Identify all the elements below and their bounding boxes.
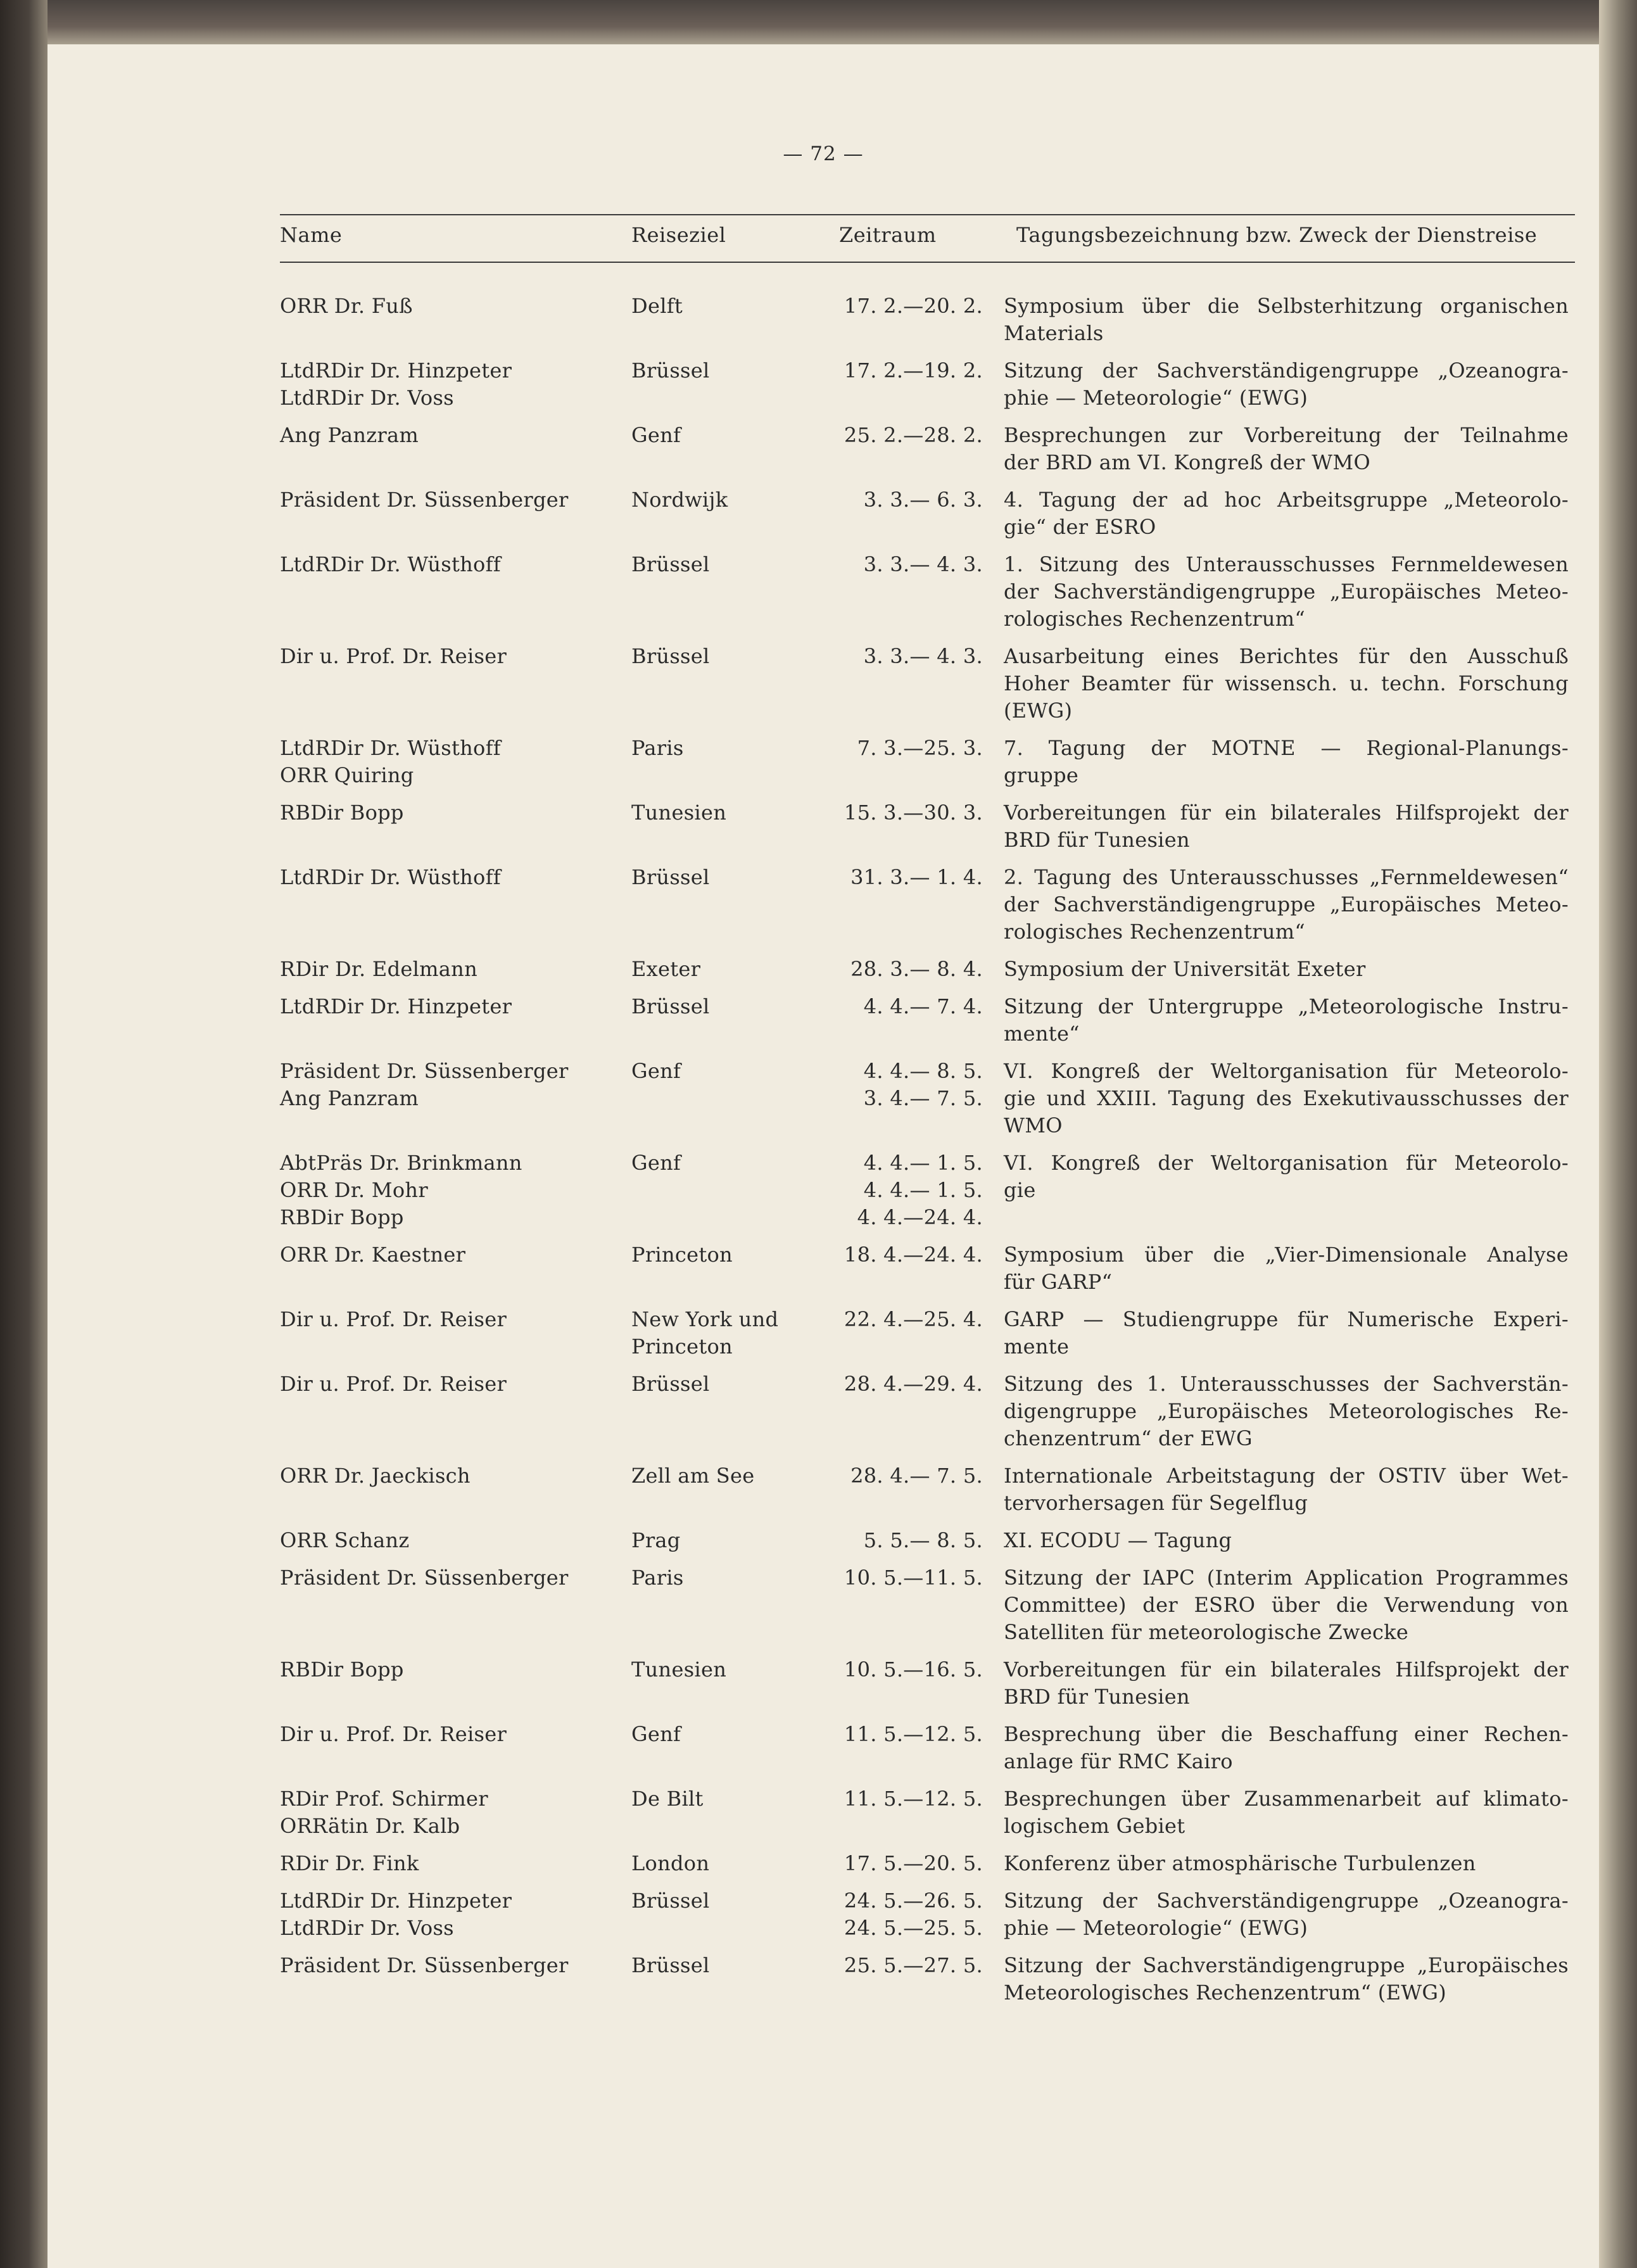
cell-purpose-line: gie“ der ESRO: [1004, 515, 1156, 539]
cell-name-line: Präsident Dr. Süssenberger: [280, 1953, 569, 1977]
cell-period-line: 24. 5.—25. 5.: [844, 1916, 983, 1940]
cell-purpose-line: VI. Kongreß der Weltorganisation für Meteorolo-: [1004, 1059, 1569, 1083]
cell-name-line: ORR Dr. Fuß: [280, 294, 413, 318]
cell-purpose: [1004, 1150, 1569, 1204]
cell-purpose-line: VI. Kongreß der Weltorganisation für Meteorolo-: [1004, 1151, 1569, 1175]
cell-purpose-line: Materials: [1004, 321, 1104, 345]
cell-period-line: 5. 5.— 8. 5.: [863, 1528, 983, 1552]
cell-period: [821, 993, 983, 1020]
cell-purpose-line: Besprechung über die Beschaffung einer Rechen-: [1004, 1722, 1569, 1746]
cell-period: [821, 643, 983, 670]
cell-name: [280, 1150, 631, 1231]
table-row: [280, 1952, 1575, 2006]
cell-period-line: 24. 5.—26. 5.: [844, 1889, 983, 1913]
cell-period: [821, 1371, 983, 1398]
cell-period-line: 17. 2.—20. 2.: [844, 294, 983, 318]
cell-destination: [631, 1527, 821, 1554]
table-row: [280, 864, 1575, 946]
cell-destination-line: Genf: [631, 1722, 681, 1746]
cell-period: [821, 956, 983, 983]
cell-name: [280, 643, 631, 670]
table-row: [280, 1241, 1575, 1296]
cell-destination-line: New York und: [631, 1307, 779, 1331]
cell-name-line: Dir u. Prof. Dr. Reiser: [280, 1372, 507, 1396]
cell-destination: [631, 993, 821, 1020]
scan-border-left: [0, 0, 47, 2268]
cell-name-line: RDir Prof. Schirmer: [280, 1787, 488, 1811]
cell-name-line: ORR Quiring: [280, 763, 414, 787]
cell-name-line: LtdRDir Dr. Hinzpeter: [280, 994, 512, 1018]
cell-period-line: 28. 4.— 7. 5.: [850, 1464, 983, 1488]
cell-name: [280, 735, 631, 789]
cell-name-line: Ang Panzram: [280, 423, 419, 447]
cell-purpose: [1004, 1721, 1569, 1775]
cell-purpose-line: Internationale Arbeitstagung der OSTIV über Wet-: [1004, 1464, 1569, 1488]
cell-destination-line: Paris: [631, 736, 684, 760]
cell-purpose-line: rologisches Rechenzentrum“: [1004, 920, 1306, 944]
cell-destination: [631, 1721, 821, 1748]
cell-name: [280, 422, 631, 449]
cell-period: [821, 357, 983, 384]
cell-purpose: [1004, 1462, 1569, 1517]
table-row: [280, 551, 1575, 633]
cell-name-line: RDir Dr. Fink: [280, 1851, 419, 1875]
cell-purpose-line: 4. Tagung der ad hoc Arbeitsgruppe „Meteorolo-: [1004, 488, 1569, 512]
column-header-period: Zeitraum: [839, 223, 937, 247]
trip-table-body: [280, 293, 1575, 2006]
table-row: [280, 1656, 1575, 1711]
cell-name: [280, 993, 631, 1020]
cell-period: [821, 799, 983, 827]
cell-purpose-line: der BRD am VI. Kongreß der WMO: [1004, 450, 1370, 474]
cell-purpose: [1004, 1850, 1569, 1877]
cell-period: [821, 1462, 983, 1490]
cell-purpose-line: XI. ECODU — Tagung: [1004, 1528, 1232, 1552]
page-number: — 72 —: [783, 143, 864, 165]
cell-period: [821, 1058, 983, 1112]
table-row: [280, 1150, 1575, 1231]
cell-purpose-line: Besprechungen zur Vorbereitung der Teilnahme: [1004, 423, 1569, 447]
cell-period: [821, 1241, 983, 1269]
cell-destination-line: Genf: [631, 423, 681, 447]
cell-purpose: [1004, 735, 1569, 789]
cell-purpose-line: Committee) der ESRO über die Verwendung von: [1004, 1593, 1569, 1617]
cell-purpose: [1004, 1656, 1569, 1711]
cell-period: [821, 1150, 983, 1231]
cell-name: [280, 1241, 631, 1269]
cell-period: [821, 1306, 983, 1333]
cell-purpose: [1004, 551, 1569, 633]
cell-purpose-line: mente: [1004, 1334, 1070, 1359]
cell-name: [280, 799, 631, 827]
cell-name: [280, 1306, 631, 1333]
cell-purpose-line: phie — Meteorologie“ (EWG): [1004, 1916, 1308, 1940]
cell-period: [821, 1785, 983, 1813]
cell-name-line: LtdRDir Dr. Hinzpeter: [280, 358, 512, 383]
cell-name-line: LtdRDir Dr. Wüsthoff: [280, 865, 501, 889]
cell-purpose: [1004, 864, 1569, 946]
cell-name-line: ORRätin Dr. Kalb: [280, 1814, 460, 1838]
cell-name-line: RDir Dr. Edelmann: [280, 957, 477, 981]
cell-period: [821, 864, 983, 891]
cell-name: [280, 293, 631, 320]
cell-purpose-line: Sitzung der Untergruppe „Meteorologische Instru-: [1004, 994, 1569, 1018]
cell-purpose-line: 7. Tagung der MOTNE — Regional-Planungs-: [1004, 736, 1569, 760]
table-row: [280, 1785, 1575, 1840]
cell-destination: [631, 1887, 821, 1915]
cell-period-line: 4. 4.— 8. 5.: [863, 1059, 983, 1083]
cell-name-line: ORR Dr. Mohr: [280, 1178, 428, 1202]
cell-name: [280, 1850, 631, 1877]
cell-purpose-line: BRD für Tunesien: [1004, 828, 1190, 852]
table-row: [280, 1850, 1575, 1877]
cell-period-line: 18. 4.—24. 4.: [844, 1243, 983, 1267]
cell-destination-line: Brüssel: [631, 1372, 710, 1396]
cell-destination-line: Brüssel: [631, 1889, 710, 1913]
cell-name-line: RBDir Bopp: [280, 801, 404, 825]
cell-destination-line: Tunesien: [631, 1657, 727, 1682]
cell-purpose: [1004, 1887, 1569, 1942]
cell-name-line: Ang Panzram: [280, 1086, 419, 1110]
header-rule-top: [280, 214, 1575, 215]
cell-purpose-line: BRD für Tunesien: [1004, 1685, 1190, 1709]
cell-purpose-line: Satelliten für meteorologische Zwecke: [1004, 1620, 1409, 1644]
cell-period: [821, 1721, 983, 1748]
cell-purpose: [1004, 1306, 1569, 1360]
cell-purpose-line: phie — Meteorologie“ (EWG): [1004, 386, 1308, 410]
cell-destination: [631, 1564, 821, 1592]
cell-name-line: AbtPräs Dr. Brinkmann: [280, 1151, 522, 1175]
cell-purpose: [1004, 486, 1569, 541]
table-row: [280, 1306, 1575, 1360]
cell-purpose-line: Meteorologisches Rechenzentrum“ (EWG): [1004, 1980, 1447, 2005]
cell-purpose: [1004, 293, 1569, 347]
cell-period: [821, 551, 983, 578]
cell-destination-line: Prag: [631, 1528, 681, 1552]
column-header-destination: Reiseziel: [631, 223, 726, 247]
cell-purpose-line: Hoher Beamter für wissensch. u. techn. Forschung: [1004, 671, 1569, 695]
cell-period: [821, 1850, 983, 1877]
cell-purpose-line: Sitzung der Sachverständigengruppe „Europäisches: [1004, 1953, 1569, 1977]
cell-purpose-line: Sitzung der Sachverständigengruppe „Ozeanogra-: [1004, 358, 1569, 383]
table-row: [280, 799, 1575, 854]
cell-period-line: 25. 2.—28. 2.: [844, 423, 983, 447]
cell-name: [280, 1564, 631, 1592]
cell-period-line: 7. 3.—25. 3.: [857, 736, 983, 760]
cell-purpose: [1004, 1952, 1569, 2006]
cell-purpose: [1004, 357, 1569, 412]
table-row: [280, 643, 1575, 725]
cell-period-line: 4. 4.— 1. 5.: [863, 1151, 983, 1175]
cell-period: [821, 1527, 983, 1554]
cell-destination-line: Princeton: [631, 1334, 733, 1359]
cell-destination: [631, 1371, 821, 1398]
cell-purpose-line: digengruppe „Europäisches Meteorologisches Re-: [1004, 1399, 1569, 1423]
cell-destination-line: Brüssel: [631, 552, 710, 576]
cell-purpose-line: 1. Sitzung des Unterausschusses Fernmeldewesen: [1004, 552, 1569, 576]
cell-destination: [631, 735, 821, 762]
cell-destination: [631, 1462, 821, 1490]
cell-name: [280, 1656, 631, 1683]
cell-purpose: [1004, 1564, 1569, 1646]
cell-purpose-line: Sitzung des 1. Unterausschusses der Sachverstän-: [1004, 1372, 1569, 1396]
cell-name-line: LtdRDir Dr. Voss: [280, 386, 454, 410]
cell-destination: [631, 1241, 821, 1269]
cell-purpose: [1004, 422, 1569, 476]
cell-name-line: Präsident Dr. Süssenberger: [280, 1566, 569, 1590]
cell-purpose: [1004, 956, 1569, 983]
cell-name-line: ORR Dr. Jaeckisch: [280, 1464, 471, 1488]
cell-period-line: 11. 5.—12. 5.: [844, 1722, 983, 1746]
cell-destination-line: Brüssel: [631, 1953, 710, 1977]
cell-destination-line: Brüssel: [631, 994, 710, 1018]
cell-period-line: 4. 4.— 7. 4.: [863, 994, 983, 1018]
cell-destination: [631, 1850, 821, 1877]
cell-destination: [631, 1150, 821, 1177]
cell-period-line: 10. 5.—16. 5.: [844, 1657, 983, 1682]
table-row: [280, 993, 1575, 1048]
cell-period-line: 4. 4.—24. 4.: [857, 1205, 983, 1229]
table-row: [280, 1527, 1575, 1554]
column-header-name: Name: [280, 223, 343, 247]
cell-destination-line: Brüssel: [631, 865, 710, 889]
cell-name-line: LtdRDir Dr. Wüsthoff: [280, 552, 501, 576]
cell-period-line: 28. 3.— 8. 4.: [850, 957, 983, 981]
table-row: [280, 1462, 1575, 1517]
document-page: [47, 44, 1599, 2268]
cell-name-line: RBDir Bopp: [280, 1657, 404, 1682]
cell-destination-line: Delft: [631, 294, 683, 318]
scan-border-right: [1599, 0, 1637, 2268]
cell-name-line: LtdRDir Dr. Hinzpeter: [280, 1889, 512, 1913]
cell-name-line: RBDir Bopp: [280, 1205, 404, 1229]
table-row: [280, 1058, 1575, 1139]
cell-destination: [631, 486, 821, 514]
cell-period-line: 17. 2.—19. 2.: [844, 358, 983, 383]
cell-destination-line: Brüssel: [631, 358, 710, 383]
cell-name: [280, 1058, 631, 1112]
cell-period-line: 10. 5.—11. 5.: [844, 1566, 983, 1590]
cell-purpose-line: für GARP“: [1004, 1270, 1113, 1294]
cell-purpose-line: chenzentrum“ der EWG: [1004, 1426, 1253, 1450]
table-row: [280, 1564, 1575, 1646]
cell-name: [280, 1952, 631, 1979]
cell-destination: [631, 956, 821, 983]
table-row: [280, 956, 1575, 983]
cell-name: [280, 1462, 631, 1490]
cell-period: [821, 1564, 983, 1592]
cell-purpose-line: mente“: [1004, 1022, 1080, 1046]
cell-purpose-line: Ausarbeitung eines Berichtes für den Ausschuß: [1004, 644, 1569, 668]
cell-purpose: [1004, 1527, 1569, 1554]
cell-name: [280, 956, 631, 983]
cell-purpose-line: WMO: [1004, 1113, 1063, 1137]
cell-period-line: 15. 3.—30. 3.: [844, 801, 983, 825]
cell-period-line: 11. 5.—12. 5.: [844, 1787, 983, 1811]
cell-period: [821, 293, 983, 320]
cell-purpose-line: Sitzung der IAPC (Interim Application Programmes: [1004, 1566, 1569, 1590]
cell-purpose-line: Vorbereitungen für ein bilaterales Hilfsprojekt der: [1004, 801, 1569, 825]
cell-destination-line: De Bilt: [631, 1787, 704, 1811]
cell-period-line: 3. 3.— 4. 3.: [863, 552, 983, 576]
cell-name: [280, 1721, 631, 1748]
cell-purpose-line: der Sachverständigengruppe „Europäisches Meteo-: [1004, 580, 1569, 604]
cell-period-line: 22. 4.—25. 4.: [844, 1307, 983, 1331]
cell-purpose-line: Konferenz über atmosphärische Turbulenzen: [1004, 1851, 1476, 1875]
cell-period-line: 3. 3.— 4. 3.: [863, 644, 983, 668]
cell-purpose: [1004, 1785, 1569, 1840]
cell-period: [821, 1656, 983, 1683]
cell-purpose-line: tervorhersagen für Segelflug: [1004, 1491, 1308, 1515]
cell-period: [821, 1952, 983, 1979]
cell-destination-line: Nordwijk: [631, 488, 728, 512]
cell-name-line: Dir u. Prof. Dr. Reiser: [280, 1307, 507, 1331]
cell-purpose-line: rologisches Rechenzentrum“: [1004, 607, 1306, 631]
cell-purpose-line: gie und XXIII. Tagung des Exekutivausschusses der: [1004, 1086, 1569, 1110]
cell-name: [280, 486, 631, 514]
cell-destination: [631, 1656, 821, 1683]
cell-period-line: 31. 3.— 1. 4.: [850, 865, 983, 889]
cell-purpose-line: Symposium der Universität Exeter: [1004, 957, 1366, 981]
cell-destination: [631, 864, 821, 891]
table-row: [280, 486, 1575, 541]
cell-destination: [631, 799, 821, 827]
cell-purpose-line: anlage für RMC Kairo: [1004, 1749, 1233, 1773]
table-row: [280, 293, 1575, 347]
cell-destination: [631, 1785, 821, 1813]
cell-purpose-line: Symposium über die „Vier-Dimensionale Analyse: [1004, 1243, 1569, 1267]
cell-name: [280, 1371, 631, 1398]
cell-purpose-line: Vorbereitungen für ein bilaterales Hilfsprojekt der: [1004, 1657, 1569, 1682]
cell-purpose-line: 2. Tagung des Unterausschusses „Fernmeldewesen“: [1004, 865, 1569, 889]
cell-name-line: Dir u. Prof. Dr. Reiser: [280, 1722, 507, 1746]
cell-purpose-line: Symposium über die Selbsterhitzung organischen: [1004, 294, 1569, 318]
cell-name-line: Dir u. Prof. Dr. Reiser: [280, 644, 507, 668]
table-row: [280, 1887, 1575, 1942]
cell-period: [821, 735, 983, 762]
header-rule-bottom: [280, 262, 1575, 263]
cell-destination: [631, 293, 821, 320]
cell-destination-line: Brüssel: [631, 644, 710, 668]
table-row: [280, 422, 1575, 476]
table-row: [280, 735, 1575, 789]
cell-period-line: 28. 4.—29. 4.: [844, 1372, 983, 1396]
cell-destination-line: Genf: [631, 1059, 681, 1083]
cell-purpose-line: Sitzung der Sachverständigengruppe „Ozeanogra-: [1004, 1889, 1569, 1913]
cell-purpose: [1004, 1241, 1569, 1296]
cell-period-line: 17. 5.—20. 5.: [844, 1851, 983, 1875]
cell-destination: [631, 422, 821, 449]
cell-period-line: 3. 3.— 6. 3.: [863, 488, 983, 512]
cell-purpose-line: logischem Gebiet: [1004, 1814, 1185, 1838]
cell-destination-line: Princeton: [631, 1243, 733, 1267]
cell-purpose-line: gruppe: [1004, 763, 1079, 787]
cell-purpose: [1004, 643, 1569, 725]
cell-name-line: Präsident Dr. Süssenberger: [280, 488, 569, 512]
cell-period: [821, 1887, 983, 1942]
cell-name: [280, 551, 631, 578]
cell-destination-line: Tunesien: [631, 801, 727, 825]
cell-name-line: ORR Schanz: [280, 1528, 410, 1552]
column-header-purpose: Tagungsbezeichnung bzw. Zweck der Dienstreise: [1016, 223, 1538, 247]
cell-name: [280, 1785, 631, 1840]
cell-name-line: LtdRDir Dr. Wüsthoff: [280, 736, 501, 760]
cell-period-line: 25. 5.—27. 5.: [844, 1953, 983, 1977]
cell-destination: [631, 1058, 821, 1085]
cell-destination-line: Paris: [631, 1566, 684, 1590]
cell-destination: [631, 1306, 821, 1360]
cell-destination-line: Exeter: [631, 957, 701, 981]
cell-name: [280, 1527, 631, 1554]
scan-border-top: [0, 0, 1637, 44]
cell-destination-line: London: [631, 1851, 710, 1875]
table-row: [280, 357, 1575, 412]
cell-name: [280, 1887, 631, 1942]
cell-purpose-line: (EWG): [1004, 699, 1073, 723]
table-row: [280, 1721, 1575, 1775]
cell-name-line: ORR Dr. Kaestner: [280, 1243, 466, 1267]
cell-purpose-line: der Sachverständigengruppe „Europäisches Meteo-: [1004, 892, 1569, 916]
cell-destination: [631, 1952, 821, 1979]
cell-purpose: [1004, 993, 1569, 1048]
cell-period-line: 3. 4.— 7. 5.: [863, 1086, 983, 1110]
cell-name: [280, 864, 631, 891]
cell-purpose: [1004, 799, 1569, 854]
cell-period: [821, 486, 983, 514]
cell-destination-line: Genf: [631, 1151, 681, 1175]
table-row: [280, 1371, 1575, 1452]
cell-destination: [631, 643, 821, 670]
cell-purpose-line: Besprechungen über Zusammenarbeit auf klimato-: [1004, 1787, 1569, 1811]
cell-purpose-line: GARP — Studiengruppe für Numerische Experi-: [1004, 1307, 1569, 1331]
cell-name: [280, 357, 631, 412]
cell-purpose-line: gie: [1004, 1178, 1036, 1202]
cell-purpose: [1004, 1371, 1569, 1452]
cell-destination: [631, 357, 821, 384]
cell-name-line: Präsident Dr. Süssenberger: [280, 1059, 569, 1083]
cell-destination: [631, 551, 821, 578]
cell-purpose: [1004, 1058, 1569, 1139]
cell-period: [821, 422, 983, 449]
cell-name-line: LtdRDir Dr. Voss: [280, 1916, 454, 1940]
cell-period-line: 4. 4.— 1. 5.: [863, 1178, 983, 1202]
cell-destination-line: Zell am See: [631, 1464, 755, 1488]
